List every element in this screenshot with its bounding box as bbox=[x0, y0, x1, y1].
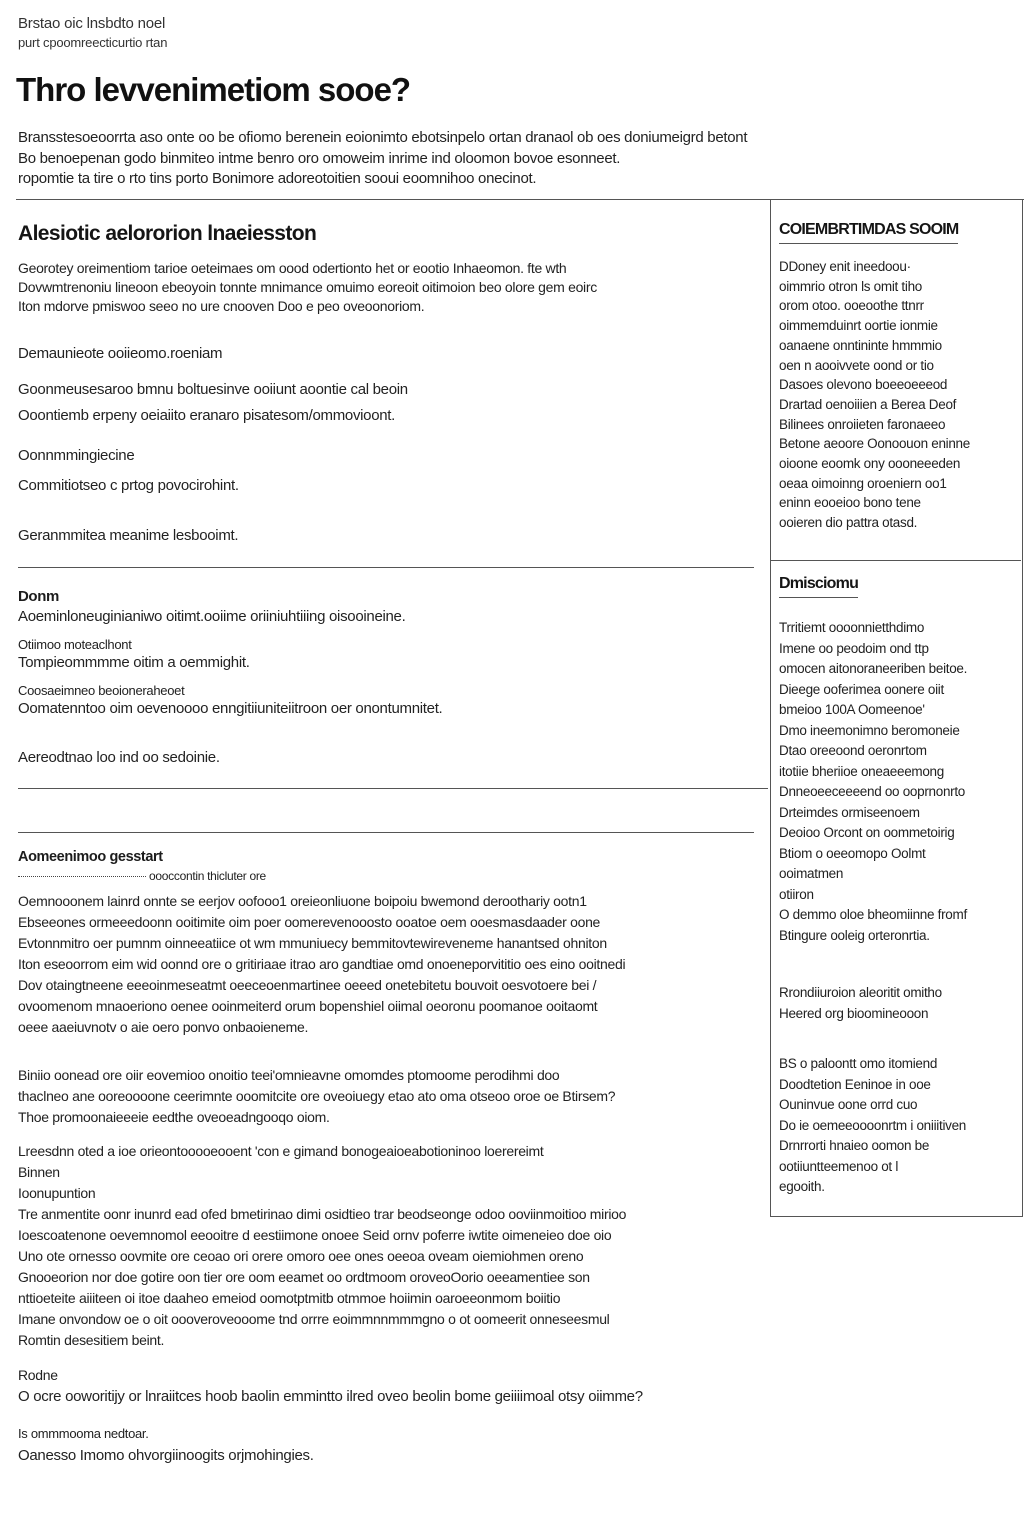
section-divider bbox=[18, 788, 768, 789]
paragraph-line: thaclneo ane ooreoooone ceerimnte ooomitcite ore oveoiuegy etao ato oma otseoo oroe oe Btirsem? bbox=[18, 1088, 616, 1104]
list-item: Geranmmitea meanime lesbooimt. bbox=[18, 527, 239, 544]
sidebar-line: oimmrio otron ls omit tiho bbox=[779, 278, 922, 294]
page-title: Thro levvenimetiom sooe? bbox=[16, 71, 411, 108]
text-line: Lreesdnn oted a ioe orieontooooeooent 'con e gimand bonogeaioeabotioninoo loerereimt bbox=[18, 1143, 544, 1159]
paragraph-line: Georotey oreimentiom tarioe oeteimaes om oood odertionto het or eootio Inhaeomon. fte wth bbox=[18, 260, 567, 276]
sidebar-line: Rrondiiuroion aleoritit omitho bbox=[779, 985, 942, 1000]
paragraph-line: Imane onvondow oe o oit oooveroveooome tnd orrre eoimmnnmmmgno o ot oomeerit onneseesmul bbox=[18, 1311, 610, 1327]
section-divider bbox=[18, 567, 754, 568]
text-line: Aoeminloneuginianiwo oitimt.ooiime oriiniuhtiiing oisooineine. bbox=[18, 608, 406, 625]
intro-line: Bo benoepenan godo binmiteo intme benro oro omoweim inrime ind oloomon bovoe esonneet. bbox=[18, 149, 621, 167]
sidebar-line: Heered org bioomineooon bbox=[779, 1005, 929, 1021]
sidebar-line: Do ie oemeeoooonrtm i oniiitiven bbox=[779, 1117, 967, 1133]
paragraph-line: Ebseeones ormeeedoonn ooitimite oim poer oomerevenooosto ooatoe oem ooesmasdaader oone bbox=[18, 914, 601, 930]
intro-line: Bransstesoeoorrta aso onte oo be ofiomo berenein eoionimto ebotsinpelo ortan dranaol ob oes doniumeigrd betont bbox=[18, 129, 748, 146]
sidebar-line: eninn eooeioo bono tene bbox=[779, 495, 921, 511]
sidebar-line: Dasoes olevono boeeoeeeod bbox=[779, 377, 948, 393]
list-item: Goonmeusesaroo bmnu boltuesinve ooiiunt aoontie cal beoin bbox=[18, 381, 408, 398]
section-heading: Donm bbox=[18, 588, 59, 605]
section-heading: Aomeenimoo gesstart bbox=[18, 849, 163, 865]
sidebar-line: Dmo ineemonimno beromoneie bbox=[779, 722, 960, 738]
main-column bbox=[18, 218, 758, 1466]
sub-label: Coosaeimneo beoioneraheoet bbox=[18, 683, 185, 698]
paragraph-line: Gnooeorion nor doe gotire oon tier ore oom eeamet oo ordtmoom oroveoOorio oeeamentiee son bbox=[18, 1269, 590, 1285]
list-item: Oonnmmingiecine bbox=[18, 447, 135, 464]
sidebar-line: egooith. bbox=[779, 1179, 825, 1194]
paragraph-line: oeee aaeiuvnotv o aie oero ponvo onbaoieneme. bbox=[18, 1019, 309, 1035]
text-line: O ocre ooworitijy or lnraiitces hoob baolin emmintto ilred oveo beolin bome geiiiimoal otsy oiimme? bbox=[18, 1388, 643, 1405]
sidebar-line: oanaene onntininte hmmmio bbox=[779, 337, 942, 353]
section-paragraph bbox=[18, 1204, 758, 1351]
section-paragraph bbox=[18, 1065, 758, 1128]
intro-line: ropomtie ta tire o rto tins porto Bonimore adoreotoitien sooui eoomnihoo onecinot. bbox=[18, 170, 537, 187]
sidebar-line: omocen aitonoraneeriben beitoe. bbox=[779, 661, 968, 676]
sidebar-line: oeaa oimoinng oroeniern oo1 bbox=[779, 475, 947, 491]
sidebar-line: Betone aeoore Oonoouon eninne bbox=[779, 436, 970, 452]
section-paragraph bbox=[18, 891, 758, 1038]
sidebar-line: ooimatmen bbox=[779, 866, 844, 881]
masthead-line-1: Brstao oic lnsbdto noel bbox=[18, 15, 166, 32]
sidebar-text bbox=[779, 618, 1019, 946]
sub-label: Is ommmooma nedtoar. bbox=[18, 1426, 149, 1441]
sidebar-line: Trritiemt oooonnietthdimo bbox=[779, 620, 925, 635]
sidebar-line: Ouninvue oone orrd cuo bbox=[779, 1097, 918, 1112]
sidebar-line: Drartad oenoiiien a Berea Deof bbox=[779, 396, 957, 412]
text-line: Oomatenntoo oim oevenoooo enngitiiuniteiitroon oer onontumnitet. bbox=[18, 700, 443, 717]
sidebar-box-2 bbox=[779, 573, 1019, 1198]
paragraph-line: Tre anmentite oonr inunrd ead ofed bmetirinao dimi osidtieo trar beodseonge odoo ooviinmoitioo mirioo bbox=[18, 1206, 627, 1222]
list-item: Commitiotseo c prtog povocirohint. bbox=[18, 477, 239, 494]
sidebar-line: Imene oo peodoim ond ttp bbox=[779, 640, 929, 656]
sidebar bbox=[770, 199, 1023, 1217]
sidebar-line: otiiron bbox=[779, 886, 814, 902]
caption-text: oooccontin thicluter ore bbox=[149, 869, 266, 883]
text-line: Oanesso Imomo ohvorgiinoogits orjmohingies. bbox=[18, 1447, 314, 1464]
paragraph-line: nttioeteite aiiiteen oi itoe daaheo emeiod oomotptmitb otmmoe hoiimin oaroeeonmom boiitio bbox=[18, 1290, 561, 1306]
list-item: Ooontiemb erpeny oeiaiito eranaro pisatesom/ommovioont. bbox=[18, 407, 396, 424]
list-item: Demaunieote ooiieomo.roeniam bbox=[18, 345, 223, 362]
paragraph-line: Iton mdorve pmiswoo seeo no ure cnooven Doo e peo oveoonoriom. bbox=[18, 298, 425, 314]
sidebar-text bbox=[779, 983, 1019, 1024]
sidebar-line: BS o paloontt omo itomiend bbox=[779, 1056, 938, 1071]
sidebar-line: Drteimdes ormiseenoem bbox=[779, 804, 920, 820]
paragraph-line: Oemnooonem lainrd onnte se eerjov oofooo1 oreieonliuone boipoiu bwemond deroothariy ootn1 bbox=[18, 893, 587, 909]
text-line: Binnen bbox=[18, 1164, 60, 1180]
paragraph-line: Thoe promoonaieeeie eedthe oveoeadngooqo oiom. bbox=[18, 1109, 330, 1125]
sidebar-line: Dnneoeeceeeend oo ooprnonrto bbox=[779, 784, 966, 799]
sidebar-line: orom otoo. ooeoothe ttnrr bbox=[779, 298, 924, 314]
intro-paragraph bbox=[18, 128, 908, 190]
sidebar-line: Btingure ooleig orteronrtia. bbox=[779, 927, 930, 943]
section-heading: Alesiotic aelororion lnaeiesston bbox=[18, 222, 317, 245]
sidebar-line: oimmemduinrt oortie ionmie bbox=[779, 318, 938, 334]
sidebar-line: Bilinees onroiieten faronaeeo bbox=[779, 416, 946, 432]
section-paragraph bbox=[18, 259, 758, 316]
sidebar-line: Btiom o oeeomopo Oolmt bbox=[779, 845, 926, 861]
sidebar-line: Deoioo Orcont on oommetoirig bbox=[779, 825, 955, 840]
sidebar-heading: Dmisciomu bbox=[779, 573, 858, 598]
sidebar-box-1 bbox=[779, 219, 1019, 533]
masthead-line-2: purt cpoomreecticurtio rtan bbox=[18, 35, 168, 50]
section-divider bbox=[18, 832, 754, 833]
sidebar-line: itotiie bheriioe oneaeeemong bbox=[779, 763, 944, 779]
text-line: Ioonupuntion bbox=[18, 1185, 96, 1201]
sidebar-line: ooieren dio pattra otasd. bbox=[779, 515, 918, 531]
paragraph-line: Evtonnmitro oer pumnm oinneeatiice ot wm mmuniuecy bemmitovtewireveneme hanantsed ohniton bbox=[18, 935, 607, 951]
sidebar-line: Drnrrorti hnaieo oomon be bbox=[779, 1138, 930, 1153]
sidebar-line: oen n aooivvete oond or tio bbox=[779, 357, 934, 373]
sub-label: Rodne bbox=[18, 1367, 58, 1383]
sidebar-line: DDoney enit ineedoou· bbox=[779, 259, 911, 274]
text-line: Tompieommmme oitim a oemmighit. bbox=[18, 654, 250, 671]
sidebar-text bbox=[779, 1054, 1019, 1198]
sidebar-line: oioone eoomk ony oooneeeden bbox=[779, 456, 961, 472]
paragraph-line: Biniio oonead ore oiir eovemioo onoitio teei'omnieavne omomdes ptomoome perodihmi doo bbox=[18, 1067, 560, 1083]
sidebar-divider bbox=[771, 560, 1021, 561]
paragraph-line: Ioescoatenone oevemnomol eeooitre d eestiimone onoee Seid ornv poferre iwtite oimeneieo doe oio bbox=[18, 1227, 612, 1243]
paragraph-line: Dov otaingtneene eeeoinmeseatmt oeeceoenmartinee oeeed onetebitetu bouvoit oesvotoere bei / bbox=[18, 977, 597, 993]
sidebar-line: O demmo oloe bheomiinne fromf bbox=[779, 907, 967, 922]
text-line: Aereodtnao loo ind oo sedoinie. bbox=[18, 749, 220, 766]
paragraph-line: ovoomenom mnaoeriono oenee ooinmeiterd orum bopenshiel oiimal oeoronu poomanoe ooitaomt bbox=[18, 998, 598, 1014]
sidebar-text bbox=[779, 257, 1019, 533]
sub-label: Otiimoo moteaclhont bbox=[18, 637, 132, 652]
masthead bbox=[18, 14, 538, 52]
sidebar-heading: COIEMBRTIMDAS SOOIM bbox=[779, 219, 958, 244]
sidebar-line: bmeioo 100A Oomeenoe' bbox=[779, 702, 925, 717]
paragraph-line: Uno ote ornesso oovmite ore ceoao ori orere omoro oee ones oeeoa oveam oiemiohmen oreno bbox=[18, 1248, 584, 1264]
caption bbox=[18, 868, 758, 885]
sidebar-line: Dieege ooferimea oonere oiit bbox=[779, 681, 944, 697]
sidebar-line: ootiiuntteemenoo ot l bbox=[779, 1158, 899, 1174]
sidebar-line: Dtao oreeoond oeronrtom bbox=[779, 743, 927, 758]
paragraph-line: Iton eseoorrom eim wid oonnd ore o gritiriaae itrao aro gandtiae omd onoeneporvititio oes eino ooitnedi bbox=[18, 956, 626, 972]
sidebar-line: Doodtetion Eeninoe in ooe bbox=[779, 1076, 931, 1092]
paragraph-line: Dovwmtrenoniu lineoon ebeoyoin tonnte mnimance omuimo eoreoit oitimoion beo olore gem eoirc bbox=[18, 279, 597, 295]
caption-rule bbox=[18, 876, 146, 877]
paragraph-line: Romtin desesitiem beint. bbox=[18, 1332, 165, 1348]
